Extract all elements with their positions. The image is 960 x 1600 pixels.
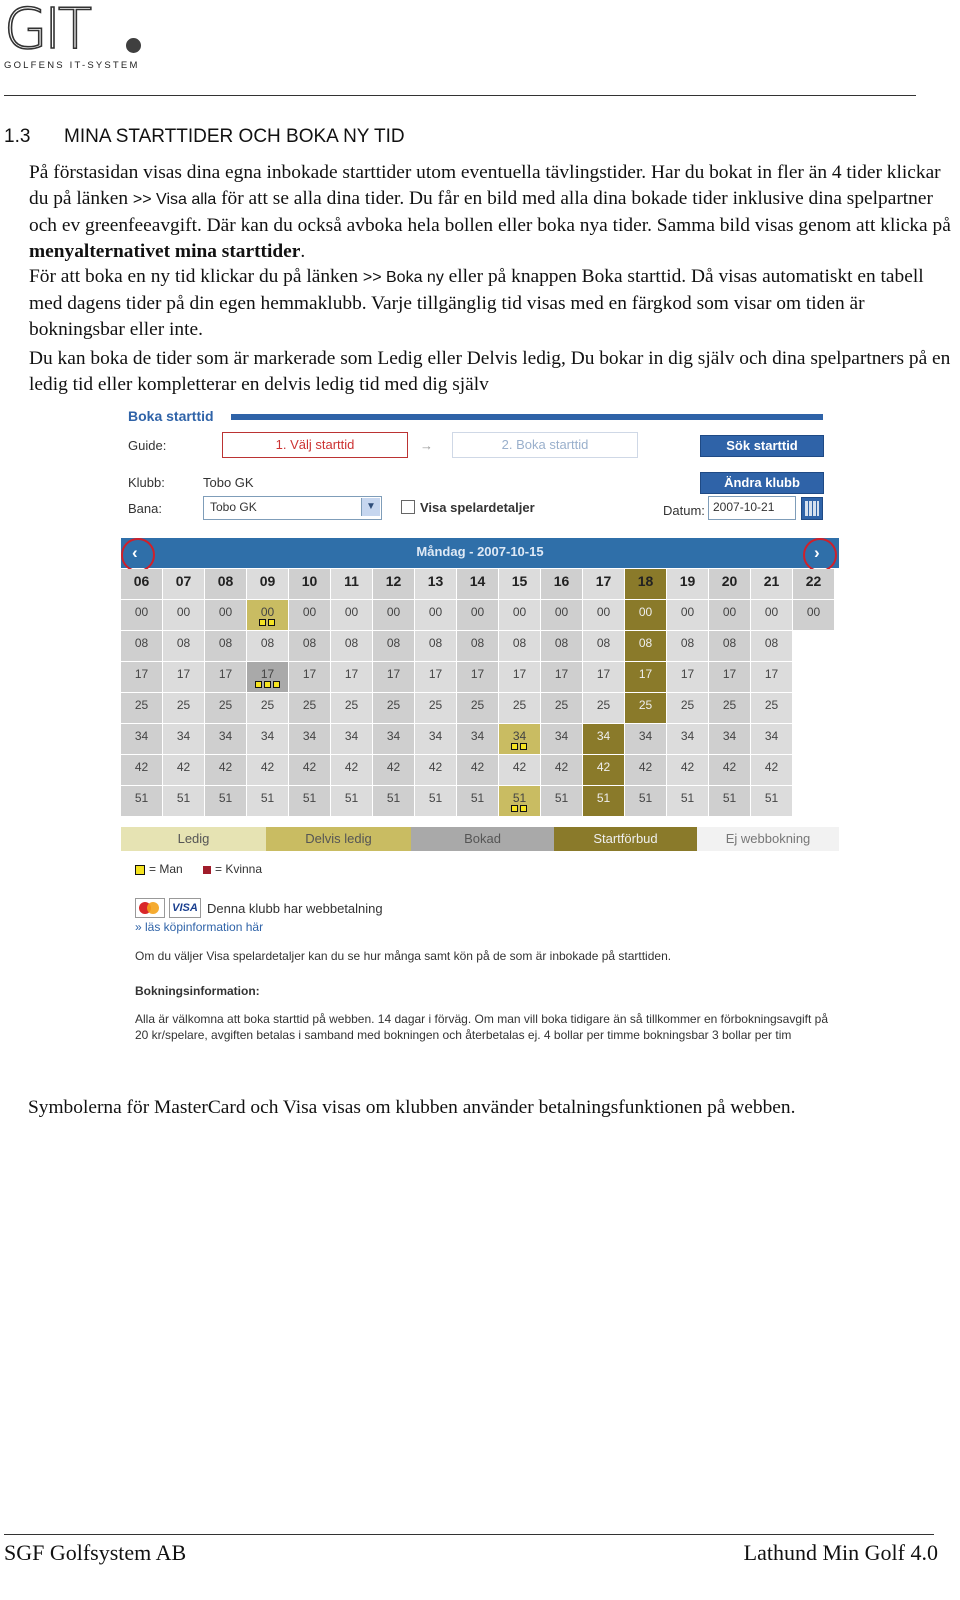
- status-legend: [121, 827, 839, 851]
- paragraph-my-tee-times: [4, 160, 954, 265]
- legend-free: Ledig: [121, 827, 266, 851]
- player-square-icon: [259, 619, 266, 626]
- change-club-button[interactable]: Ändra klubb: [700, 472, 824, 494]
- visa-icon: VISA: [169, 898, 201, 918]
- hour-header-17: 17: [583, 569, 625, 600]
- section-number: 1.3: [4, 126, 31, 147]
- tee-time-slot[interactable]: 25: [121, 693, 163, 724]
- hour-header-07: 07: [163, 569, 205, 600]
- booking-title: Boka starttid: [128, 408, 214, 424]
- legend-no-web: Ej webbokning: [697, 827, 839, 851]
- tee-time-slot[interactable]: 34: [163, 724, 205, 755]
- logo-mark: GIT: [4, 0, 90, 62]
- tee-time-slot[interactable]: 08: [331, 631, 373, 662]
- tee-time-slot[interactable]: 25: [247, 693, 289, 724]
- footer-doc-title: Lathund Min Golf 4.0: [743, 1540, 938, 1565]
- day-title: Måndag - 2007-10-15: [416, 544, 544, 559]
- course-select[interactable]: [203, 496, 382, 520]
- course-label: Bana:: [128, 501, 162, 516]
- player-square-icon: [511, 743, 518, 750]
- tee-time-slot[interactable]: 34: [583, 724, 625, 755]
- tee-time-slot[interactable]: 34: [667, 724, 709, 755]
- hour-header-19: 19: [667, 569, 709, 600]
- hour-header-20: 20: [709, 569, 751, 600]
- tee-time-slot[interactable]: 25: [709, 693, 751, 724]
- show-details-label: Visa spelardetaljer: [420, 500, 535, 515]
- tee-time-slot: [793, 724, 835, 755]
- purchase-info-link[interactable]: » läs köpinformation här: [135, 920, 264, 934]
- tee-time-slot[interactable]: 42: [541, 755, 583, 786]
- tee-time-slot[interactable]: 17: [247, 662, 289, 693]
- para2-text-a: För att boka en ny tid klickar du på länken: [29, 266, 363, 287]
- tee-time-slot[interactable]: 51: [331, 786, 373, 817]
- tee-time-slot[interactable]: 00: [415, 600, 457, 631]
- tee-time-slot[interactable]: 34: [247, 724, 289, 755]
- tee-time-slot[interactable]: 42: [457, 755, 499, 786]
- tee-time-slot[interactable]: 08: [541, 631, 583, 662]
- show-all-link[interactable]: >> Visa alla: [132, 191, 217, 208]
- tee-time-slot[interactable]: 00: [625, 600, 667, 631]
- tee-time-slot[interactable]: 51: [373, 786, 415, 817]
- tee-time-slot[interactable]: 25: [667, 693, 709, 724]
- tee-time-slot[interactable]: 42: [289, 755, 331, 786]
- club-value: Tobo GK: [203, 475, 254, 490]
- tee-time-slot[interactable]: 25: [373, 693, 415, 724]
- tee-time-slot[interactable]: 17: [751, 662, 793, 693]
- tee-time-slot[interactable]: 25: [751, 693, 793, 724]
- tee-time-slot[interactable]: 34: [499, 724, 541, 755]
- woman-square-icon: [203, 866, 211, 874]
- paragraph-book-new: [4, 264, 954, 343]
- tee-time-slot[interactable]: 08: [121, 631, 163, 662]
- para1-text-b: för att se alla dina tider. Du får en bild med alla dina bokade tider inklusive dina spelpartner och ev greenfeeavgift. Där kan du också avboka hela bollen eller boka nya tider. Samma bild visas genom att klicka på: [29, 188, 951, 236]
- tee-time-slot: [793, 631, 835, 662]
- tee-time-slot[interactable]: 00: [751, 600, 793, 631]
- tee-time-slot[interactable]: 51: [121, 786, 163, 817]
- course-select-value: Tobo GK: [210, 500, 257, 514]
- para1-text-c: .: [300, 241, 306, 262]
- tee-time-slot[interactable]: 08: [709, 631, 751, 662]
- tee-time-slot[interactable]: 34: [751, 724, 793, 755]
- para2-text-b: eller på knappen Boka starttid. Då visas automatiskt en tabell med dagens tider på din egen hemmaklubb. Varje tillgänglig tid visas med en färgkod som visar om tiden är bokningsbar eller inte.: [29, 266, 924, 340]
- tee-time-slot[interactable]: 42: [331, 755, 373, 786]
- tee-time-slot[interactable]: 08: [373, 631, 415, 662]
- tee-time-slot[interactable]: 17: [583, 662, 625, 693]
- calendar-icon[interactable]: [801, 497, 823, 520]
- man-square-icon: [135, 865, 145, 875]
- para1-text-a: På förstasidan visas dina egna inbokade starttider utom eventuella tävlingstider. Har du bokat in fler än 4 tider klickar du på länken: [29, 162, 941, 209]
- tee-time-slot[interactable]: 42: [667, 755, 709, 786]
- search-tee-time-button[interactable]: Sök starttid: [700, 435, 824, 457]
- tee-time-slot[interactable]: 00: [205, 600, 247, 631]
- hour-header-13: 13: [415, 569, 457, 600]
- tee-time-slot[interactable]: 25: [415, 693, 457, 724]
- tee-time-slot[interactable]: 42: [625, 755, 667, 786]
- tee-time-slot[interactable]: 51: [499, 786, 541, 817]
- tee-time-slot[interactable]: 17: [667, 662, 709, 693]
- tee-time-slot[interactable]: 08: [667, 631, 709, 662]
- chevron-right-icon: ›: [814, 543, 820, 562]
- tee-time-slot[interactable]: 34: [709, 724, 751, 755]
- details-info-text: Om du väljer Visa spelardetaljer kan du se hur många samt kön på de som är inbokade på starttiden.: [135, 949, 672, 963]
- tee-time-slot[interactable]: 08: [163, 631, 205, 662]
- player-square-icon: [520, 743, 527, 750]
- tee-time-slot[interactable]: 25: [163, 693, 205, 724]
- tee-time-slot[interactable]: 42: [373, 755, 415, 786]
- tee-time-slot[interactable]: 25: [499, 693, 541, 724]
- legend-partial: Delvis ledig: [266, 827, 411, 851]
- chevron-left-icon: ‹: [132, 543, 138, 562]
- tee-time-slot[interactable]: 25: [331, 693, 373, 724]
- prev-day-button[interactable]: [121, 538, 155, 572]
- tee-time-slot[interactable]: 17: [457, 662, 499, 693]
- booking-info-text: Alla är välkomna att boka starttid på webben. 14 dagar i förväg. Om man vill boka tidigare än så tillkommer en förbokningsavgift på 20 kr/spelare, avgiften betalas i samband med bokningen och återbetalas ej. 4 bollar per timme bokningsbar 3 bollar per tim: [135, 1012, 829, 1042]
- tee-time-slot[interactable]: 00: [457, 600, 499, 631]
- hour-header-06: 06: [121, 569, 163, 600]
- tee-time-slot[interactable]: 51: [205, 786, 247, 817]
- tee-time-slot[interactable]: 17: [331, 662, 373, 693]
- tee-time-slot[interactable]: 00: [541, 600, 583, 631]
- tee-time-slot[interactable]: 17: [625, 662, 667, 693]
- player-square-icon: [273, 681, 280, 688]
- guide-step-2[interactable]: 2. Boka starttid: [452, 432, 638, 458]
- title-bar: [231, 414, 823, 420]
- tee-time-slot: [793, 786, 835, 817]
- payment-footnote: Symbolerna för MasterCard och Visa visas om klubben använder betalningsfunktionen på webben.: [28, 1097, 796, 1118]
- tee-time-slot[interactable]: 17: [205, 662, 247, 693]
- booking-info-title: Bokningsinformation:: [135, 984, 260, 998]
- mastercard-icon: [135, 898, 165, 918]
- hour-header-16: 16: [541, 569, 583, 600]
- book-new-link[interactable]: >> Boka ny: [362, 269, 444, 286]
- menu-option-bold: menyalternativet mina starttider: [29, 241, 301, 262]
- legend-booked: Bokad: [411, 827, 554, 851]
- tee-time-slot[interactable]: 17: [415, 662, 457, 693]
- tee-time-slot[interactable]: 42: [247, 755, 289, 786]
- section-title: MINA STARTTIDER OCH BOKA NY TID: [64, 126, 405, 147]
- tee-time-slot[interactable]: 08: [457, 631, 499, 662]
- tee-time-slot[interactable]: 25: [289, 693, 331, 724]
- tee-time-slot[interactable]: 17: [373, 662, 415, 693]
- key-woman-label: = Kvinna: [215, 862, 263, 876]
- tee-time-slot[interactable]: 00: [331, 600, 373, 631]
- tee-time-slot[interactable]: 42: [499, 755, 541, 786]
- tee-time-slot[interactable]: 08: [583, 631, 625, 662]
- tee-time-slot[interactable]: 34: [205, 724, 247, 755]
- section-heading: [4, 126, 405, 148]
- tee-time-slot[interactable]: 51: [457, 786, 499, 817]
- player-square-icon: [511, 805, 518, 812]
- tee-time-slot[interactable]: 17: [121, 662, 163, 693]
- player-square-icon: [264, 681, 271, 688]
- tee-time-slot[interactable]: 42: [121, 755, 163, 786]
- tee-time-slot[interactable]: 34: [415, 724, 457, 755]
- tee-time-slot[interactable]: 34: [373, 724, 415, 755]
- tee-time-slot: [793, 662, 835, 693]
- web-payment-text: Denna klubb har webbetalning: [207, 900, 383, 916]
- tee-time-slot[interactable]: 51: [751, 786, 793, 817]
- tee-time-slot[interactable]: 34: [457, 724, 499, 755]
- hour-header-09: 09: [247, 569, 289, 600]
- hour-header-11: 11: [331, 569, 373, 600]
- tee-time-slot[interactable]: 42: [163, 755, 205, 786]
- tee-time-slot[interactable]: 00: [499, 600, 541, 631]
- tee-time-slot[interactable]: 25: [625, 693, 667, 724]
- logo-subtitle: GOLFENS IT-SYSTEM: [4, 60, 140, 71]
- tee-time-slot[interactable]: 17: [163, 662, 205, 693]
- key-man: [135, 862, 183, 876]
- player-square-icon: [268, 619, 275, 626]
- tee-time-slot[interactable]: 51: [583, 786, 625, 817]
- tee-time-slot[interactable]: 51: [415, 786, 457, 817]
- booking-screenshot: [118, 405, 853, 1075]
- footer-company: SGF Golfsystem AB: [4, 1540, 187, 1565]
- footer-rule: [4, 1534, 934, 1535]
- tee-time-slot[interactable]: 08: [247, 631, 289, 662]
- tee-time-slot[interactable]: 51: [667, 786, 709, 817]
- tee-time-slot[interactable]: 51: [247, 786, 289, 817]
- tee-time-slot[interactable]: 17: [541, 662, 583, 693]
- hour-header-10: 10: [289, 569, 331, 600]
- day-header: [121, 538, 839, 568]
- player-square-icon: [255, 681, 262, 688]
- chevron-down-icon[interactable]: ▼: [361, 498, 380, 516]
- tee-time-slot[interactable]: 34: [625, 724, 667, 755]
- date-label: Datum:: [663, 503, 705, 518]
- tee-time-slot[interactable]: 00: [373, 600, 415, 631]
- tee-time-slot[interactable]: 34: [541, 724, 583, 755]
- tee-time-slot[interactable]: 00: [793, 600, 835, 631]
- key-man-label: = Man: [149, 862, 183, 876]
- tee-time-slot[interactable]: 51: [625, 786, 667, 817]
- tee-time-slot[interactable]: 51: [709, 786, 751, 817]
- guide-label: Guide:: [128, 438, 167, 453]
- tee-time-slot[interactable]: 08: [205, 631, 247, 662]
- tee-time-slot[interactable]: 00: [709, 600, 751, 631]
- tee-time-slot[interactable]: 42: [583, 755, 625, 786]
- tee-time-slot[interactable]: 25: [541, 693, 583, 724]
- tee-time-slot[interactable]: 42: [415, 755, 457, 786]
- tee-time-slot[interactable]: 34: [289, 724, 331, 755]
- tee-time-slot[interactable]: 17: [499, 662, 541, 693]
- hour-header-15: 15: [499, 569, 541, 600]
- tee-time-slot[interactable]: 51: [541, 786, 583, 817]
- tee-time-slot[interactable]: 17: [289, 662, 331, 693]
- hour-header-08: 08: [205, 569, 247, 600]
- date-value: 2007-10-21: [713, 500, 775, 514]
- tee-time-slot[interactable]: 08: [415, 631, 457, 662]
- tee-time-slot[interactable]: 00: [163, 600, 205, 631]
- legend-prebooking: Startförbud: [554, 827, 697, 851]
- tee-time-slot[interactable]: 25: [205, 693, 247, 724]
- show-details-checkbox[interactable]: [401, 500, 415, 514]
- hour-header-21: 21: [751, 569, 793, 600]
- tee-time-slot[interactable]: 51: [163, 786, 205, 817]
- hour-header-18: 18: [625, 569, 667, 600]
- club-label: Klubb:: [128, 475, 165, 490]
- tee-time-slot[interactable]: 08: [625, 631, 667, 662]
- tee-time-slot[interactable]: 00: [121, 600, 163, 631]
- date-input[interactable]: [708, 496, 796, 520]
- tee-time-slot[interactable]: 34: [121, 724, 163, 755]
- next-day-button[interactable]: [803, 538, 837, 572]
- hour-header-22: 22: [793, 569, 835, 600]
- git-logo: [4, 2, 140, 71]
- player-square-icon: [520, 805, 527, 812]
- tee-time-slot[interactable]: 42: [709, 755, 751, 786]
- header-rule: [4, 95, 916, 96]
- tee-time-slot[interactable]: 08: [751, 631, 793, 662]
- tee-time-slot[interactable]: 00: [247, 600, 289, 631]
- logo-dot: [126, 38, 141, 53]
- tee-time-slot[interactable]: 51: [289, 786, 331, 817]
- tee-time-slot: [793, 693, 835, 724]
- tee-time-slot: [793, 755, 835, 786]
- key-woman: [203, 862, 262, 876]
- tee-time-slot[interactable]: 17: [709, 662, 751, 693]
- tee-time-slot[interactable]: 00: [289, 600, 331, 631]
- tee-time-slot[interactable]: 42: [751, 755, 793, 786]
- tee-time-slot[interactable]: 34: [331, 724, 373, 755]
- tee-time-slot[interactable]: 00: [583, 600, 625, 631]
- paragraph-free-times: [4, 346, 954, 398]
- tee-time-slot[interactable]: 08: [499, 631, 541, 662]
- payment-cards: [135, 898, 383, 918]
- tee-time-slot[interactable]: 08: [289, 631, 331, 662]
- hour-header-12: 12: [373, 569, 415, 600]
- guide-step-1[interactable]: 1. Välj starttid: [222, 432, 408, 458]
- para3-text: Du kan boka de tider som är markerade som Ledig eller Delvis ledig, Du bokar in dig själv och dina spelpartners på en ledig tid eller kompletterar en delvis ledig tid med dig själv: [29, 348, 951, 395]
- tee-time-slot[interactable]: 00: [667, 600, 709, 631]
- tee-time-slot[interactable]: 42: [205, 755, 247, 786]
- tee-time-slot[interactable]: 25: [457, 693, 499, 724]
- arrow-right-icon: →: [420, 438, 433, 453]
- tee-time-slot[interactable]: 25: [583, 693, 625, 724]
- hour-header-14: 14: [457, 569, 499, 600]
